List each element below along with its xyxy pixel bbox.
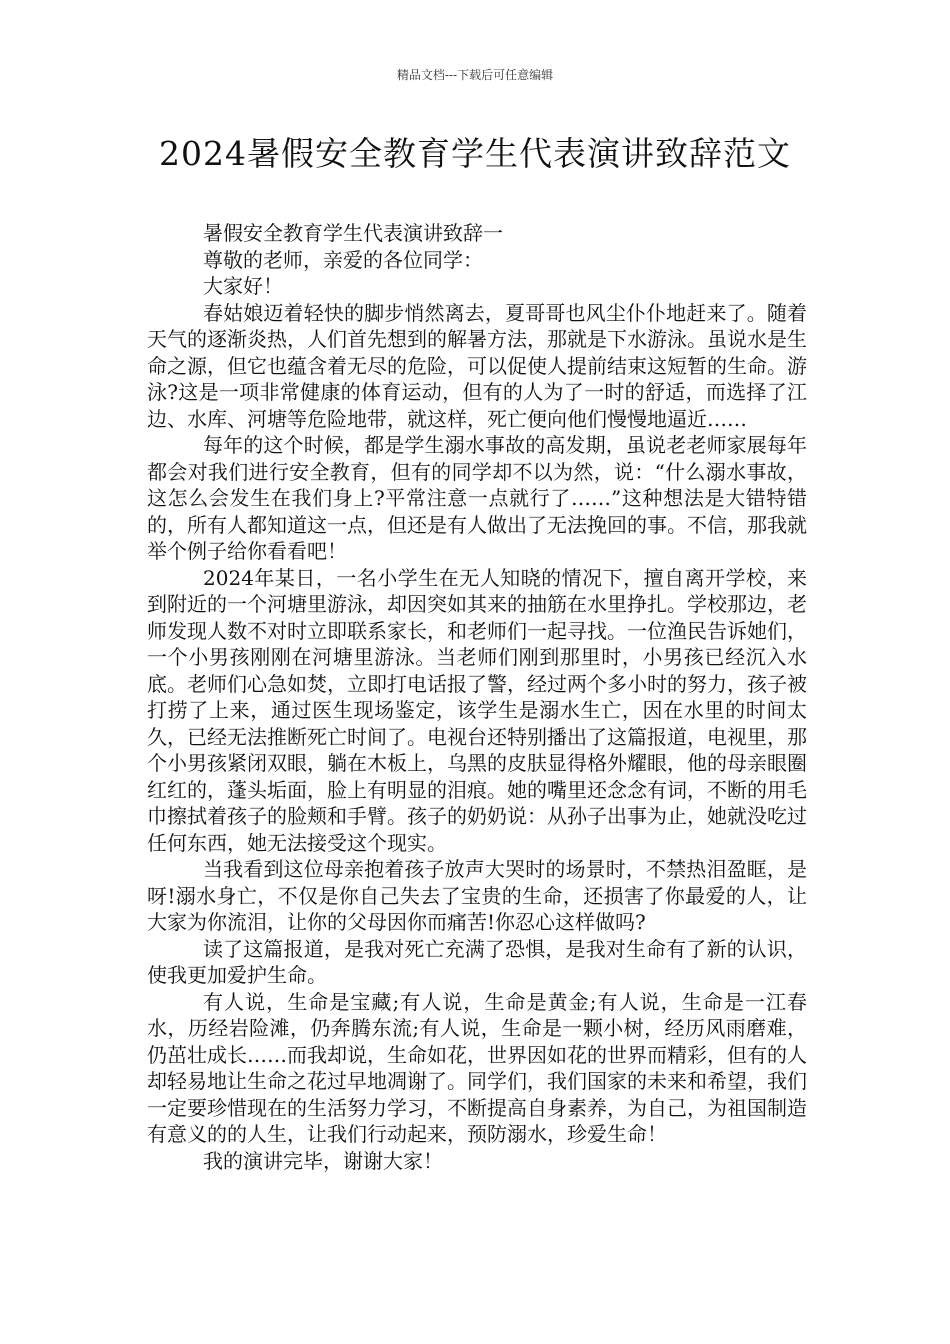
body-paragraph: 每年的这个时候，都是学生溺水事故的高发期，虽说老老师家展每年都会对我们进行安全教育，但有的同学却不以为然，说：“什么溺水事故，这怎么会发生在我们身上?平常注意一点就行了……”这种想法是大错特错的，所有人都知道这一点，但还是有人做出了无法挽回的事。不信，那我就举个例子给你看看吧！ [147, 433, 807, 563]
document-body [147, 220, 807, 1174]
body-paragraph: 春姑娘迈着轻快的脚步悄然离去，夏哥哥也风尘仆仆地赶来了。随着天气的逐渐炎热，人们首先想到的解暑方法，那就是下水游泳。虽说水是生命之源，但它也蕴含着无尽的危险，可以促使人提前结束这短暂的生命。游泳?这是一项非常健康的体育运动，但有的人为了一时的舒适，而选择了江边、水库、河塘等危险地带，就这样，死亡便向他们慢慢地逼近…… [147, 300, 807, 431]
closing: 我的演讲完毕，谢谢大家！ [203, 1148, 443, 1173]
salutation: 尊敬的老师，亲爱的各位同学： [203, 247, 483, 272]
body-paragraph: 读了这篇报道，是我对死亡充满了恐惧，是我对生命有了新的认识，使我更加爱护生命。 [147, 936, 807, 987]
body-paragraph: 当我看到这位母亲抱着孩子放声大哭时的场景时，不禁热泪盈眶，是呀!溺水身亡，不仅是你自己失去了宝贵的生命，还损害了你最爱的人，让大家为你流泪，让你的父母因你而痛苦!你忍心这样做吗? [147, 857, 807, 934]
section-heading: 暑假安全教育学生代表演讲致辞一 [203, 221, 503, 245]
greeting: 大家好！ [203, 274, 283, 298]
body-paragraph: 有人说，生命是宝藏;有人说，生命是黄金;有人说，生命是一江春水，历经岩险滩，仍奔腾东流;有人说，生命是一颗小树，经历风雨磨难，仍茁壮成长……而我却说，生命如花，世界因如花的世界而精彩，但有的人却轻易地让生命之花过早地凋谢了。同学们，我们国家的未来和希望，我们一定要珍惜现在的生活努力学习，不断提高自身素养，为自己，为祖国制造有意义的的人生，让我们行动起来，预防溺水，珍爱生命！ [147, 989, 807, 1146]
document-title: 2024暑假安全教育学生代表演讲致辞范文 [159, 134, 791, 173]
body-paragraph: 2024年某日，一名小学生在无人知晓的情况下，擅自离开学校，来到附近的一个河塘里游泳，却因突如其来的抽筋在水里挣扎。学校那边，老师发现人数不对时立即联系家长，和老师们一起寻找。一位渔民告诉她们，一个小男孩刚刚在河塘里游泳。当老师们刚到那里时，小男孩已经沉入水底。老师们心急如焚，立即打电话报了警，经过两个多小时的努力，孩子被打捞了上来，通过医生现场鉴定，该学生是溺水生亡，因在水里的时间太久，已经无法推断死亡时间了。电视台还特别播出了这篇报道，电视里，那个小男孩紧闭双眼，躺在木板上，乌黑的皮肤显得格外耀眼，他的母亲眼圈红红的，蓬头垢面，脸上有明显的泪痕。她的嘴里还念念有词，不断的用毛巾擦拭着孩子的脸颊和手臂。孩子的奶奶说：从孙子出事为止，她就没吃过任何东西，她无法接受这个现实。 [147, 565, 807, 855]
header-note: 精品文档---下载后可任意编辑 [396, 68, 554, 82]
